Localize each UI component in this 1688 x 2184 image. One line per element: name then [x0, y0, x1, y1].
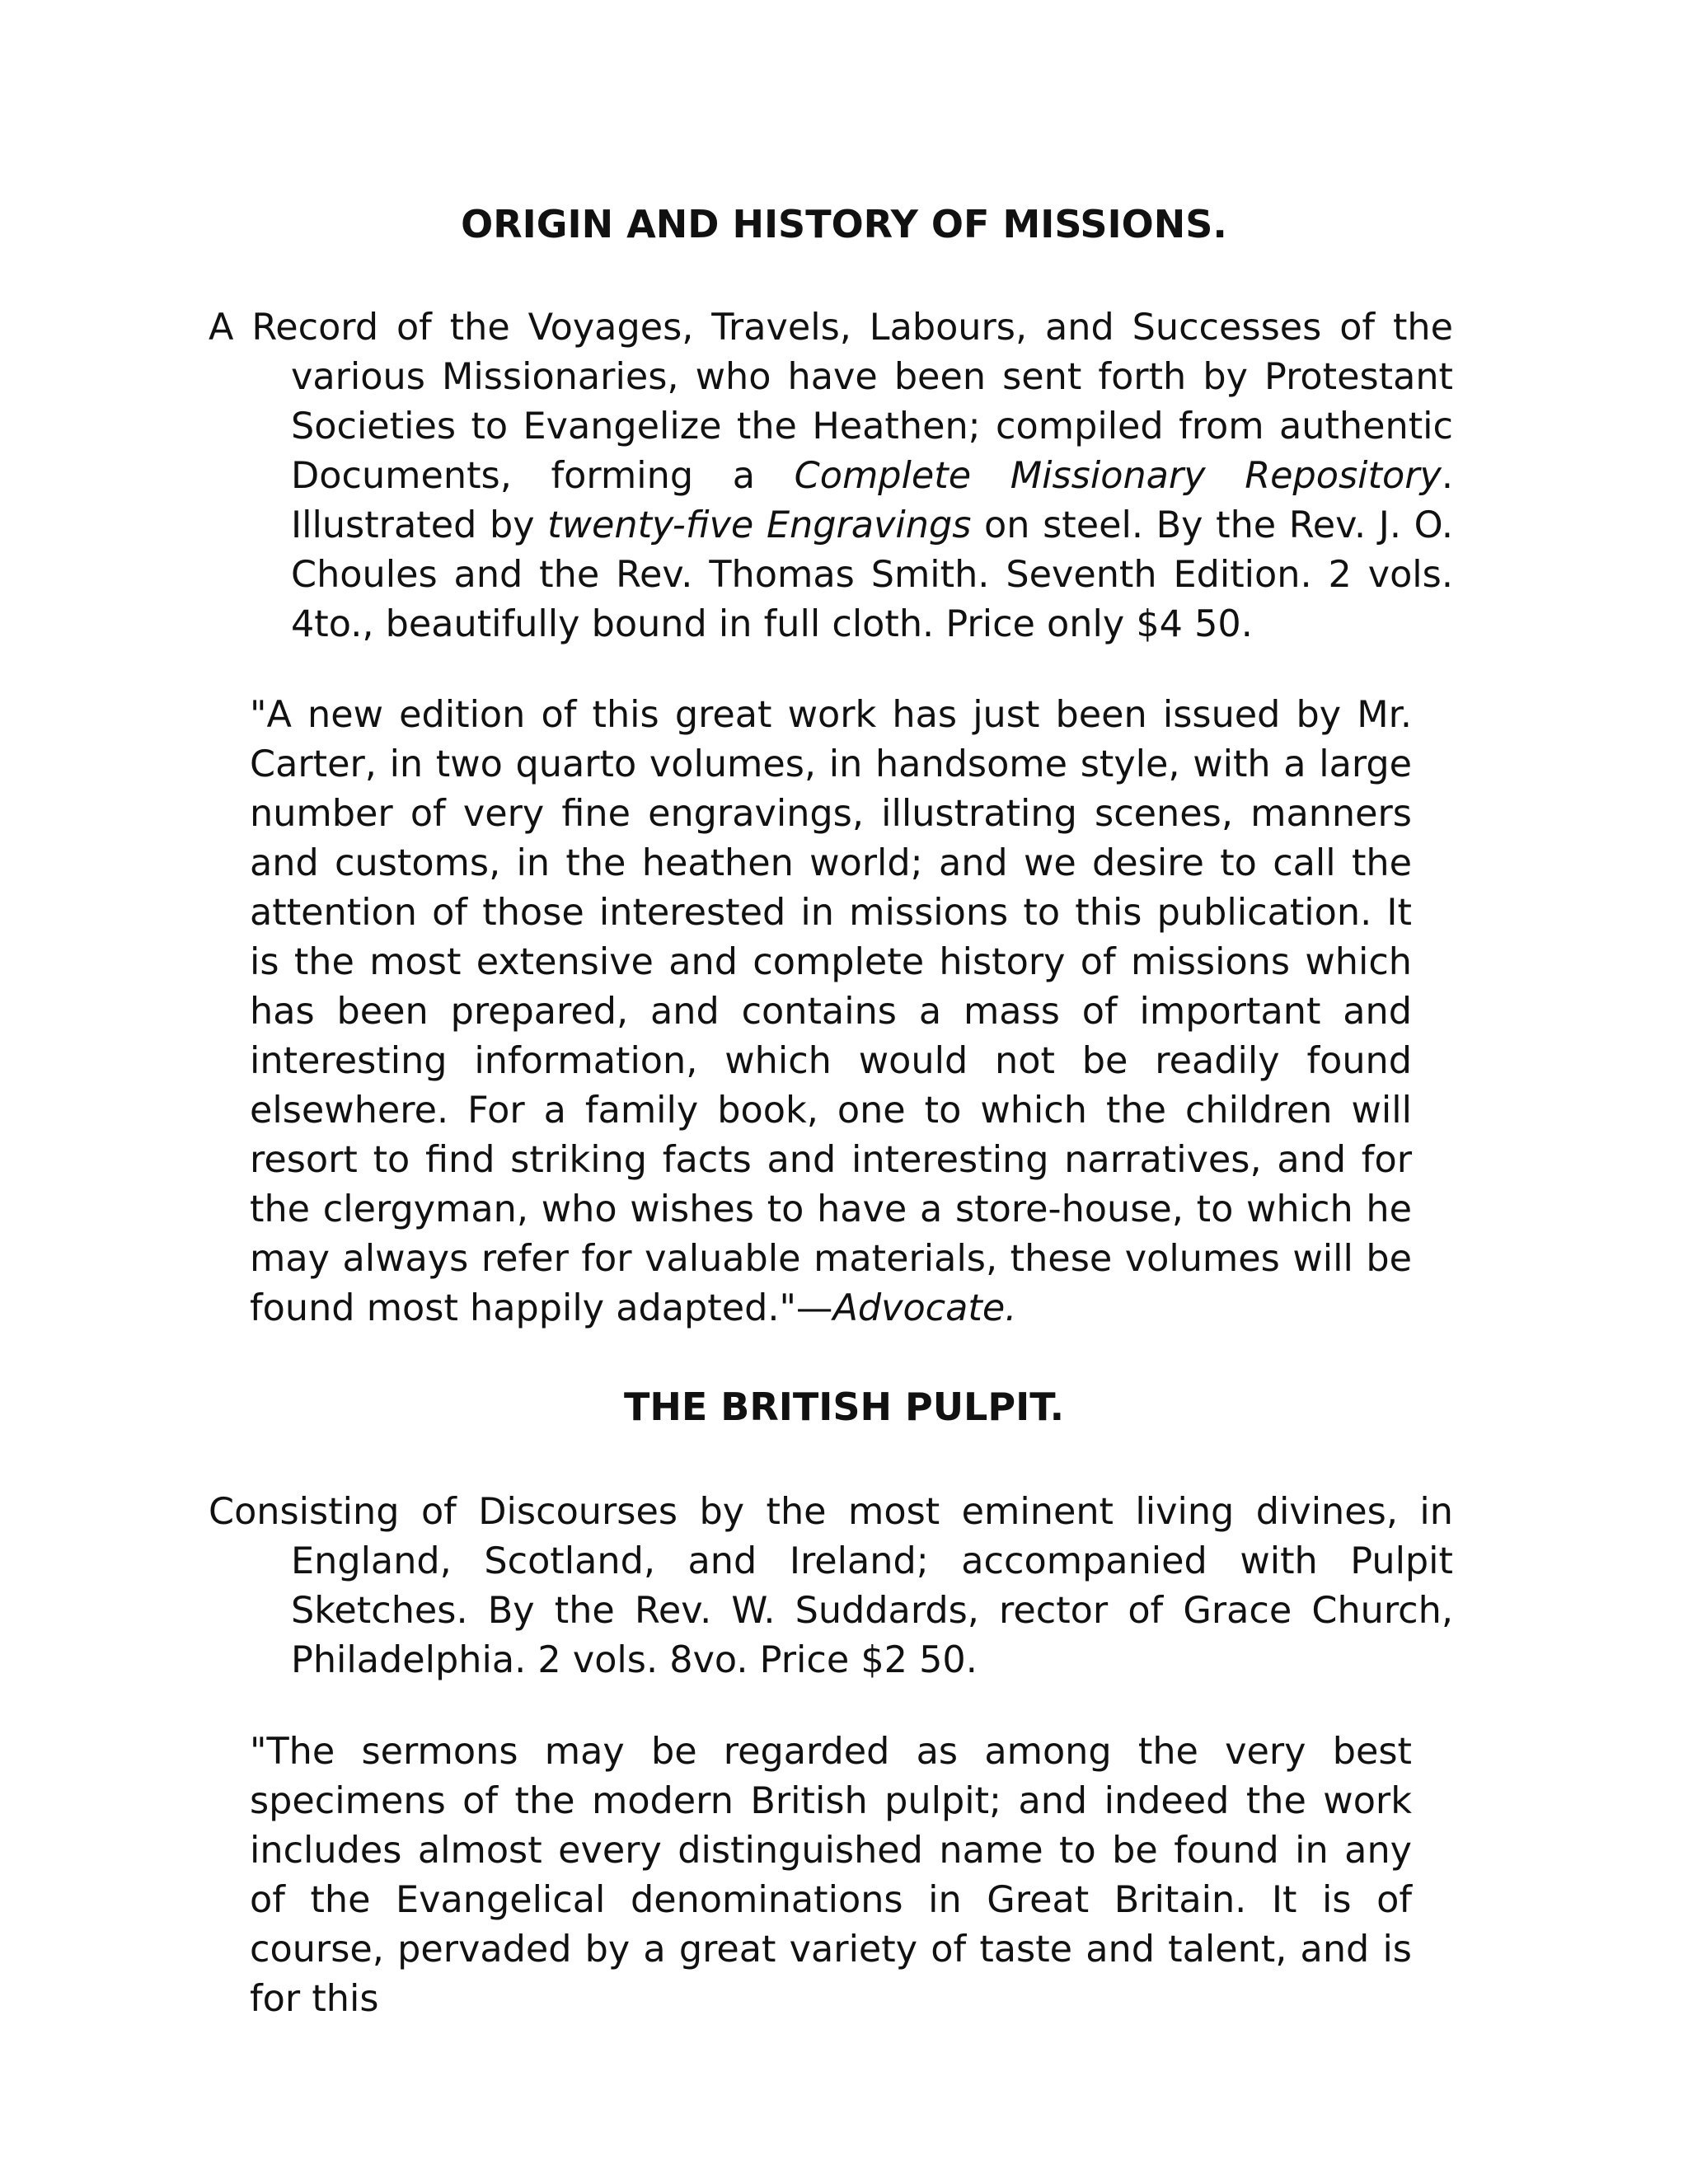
section-title-missions: ORIGIN AND HISTORY OF MISSIONS. — [461, 202, 1227, 246]
entry-italic-title: Complete Missionary Repository — [794, 455, 1442, 497]
review-quote-missions — [250, 691, 1412, 1333]
book-entry-missions — [209, 303, 1453, 649]
quote-source: Advocate. — [832, 1287, 1017, 1329]
quote-text: "A new edition of this great work has just been issued by Mr. Carter, in two quarto volumes, in handsome style, with a large number of very fine engravings, illustrating scenes, manners and customs, in the heathen world; and we desire to call the attention of those interested in missions to this publication. It is the most extensive and complete history of missions which has been prepared, and contains a mass of important and interesting information, which would not be readily found elsewhere. For a family book, one to which the children will resort to find striking facts and interesting narratives, and for the clergyman, who wishes to have a store-house, to which he may always refer for valuable materials, these volumes will be found most happily adapted."— — [250, 694, 1412, 1329]
section-title-british-pulpit: THE BRITISH PULPIT. — [623, 1385, 1065, 1429]
entry-text: on steel. By the Rev. J. O. Choules and the Rev. Thomas Smith. Seventh Edition. 2 vols. 4to., beautifully bound in full cloth. Price only $4 50. — [291, 504, 1453, 645]
book-entry-british-pulpit: Consisting of Discourses by the most eminent living divines, in England, Scotland, and Ireland; accompanied with Pulpit Sketches. By the Rev. W. Suddards, rector of Grace Church, Philadelphia. 2 vols. 8vo. Price $2 50. — [209, 1491, 1453, 1681]
entry-text: A Record of the Voyages, Travels, Labours, and Successes of the various Missionaries, who have been sent forth by Protestant Societies to Evangelize the Heathen; compiled from authentic Documents, forming a — [209, 307, 1453, 497]
entry-italic-engravings: twenty-five Engravings — [547, 504, 972, 546]
entry-text: . Illustrated by — [291, 455, 1453, 546]
review-quote-british-pulpit: "The sermons may be regarded as among the very best specimens of the modern British pulpit; and indeed the work includes almost every distinguished name to be found in any of the Evangelical denominations in Great Britain. It is of course, pervaded by a great variety of taste and talent, and is for this — [250, 1731, 1412, 2020]
